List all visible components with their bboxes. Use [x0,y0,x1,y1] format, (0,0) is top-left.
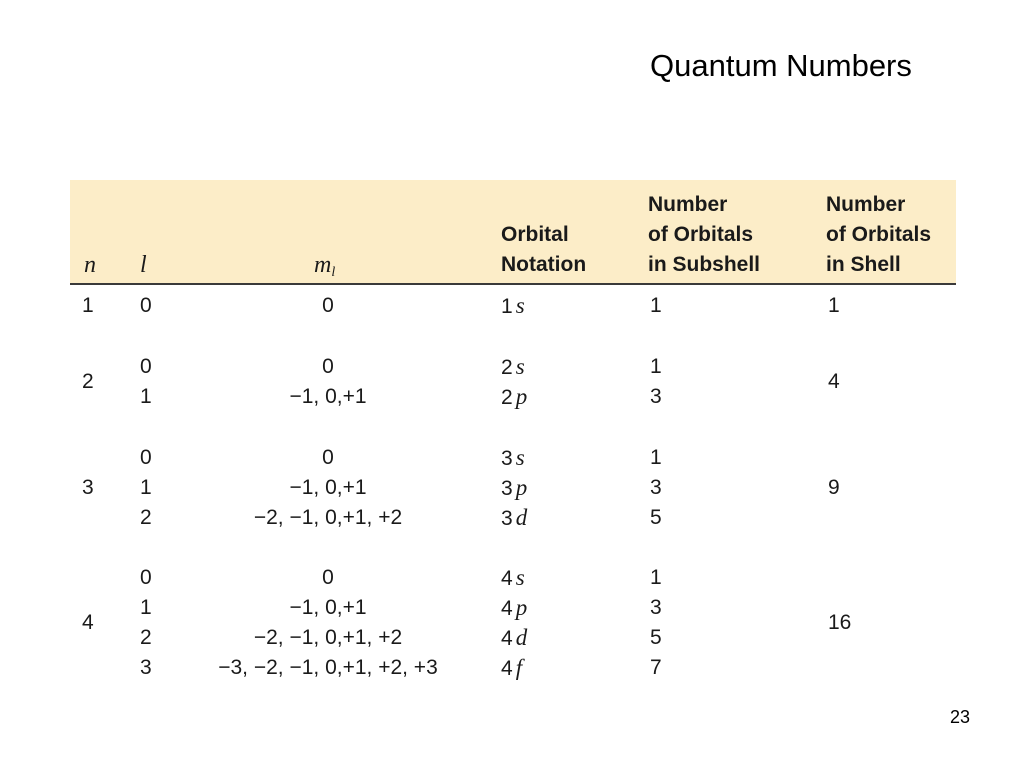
orbital-notation-letter: f [515,655,523,680]
orbital-notation-number: 4 [501,567,513,590]
orbital-notation-number: 4 [501,657,513,680]
ml-values: −1, 0,+1 [289,596,367,619]
l-value: 1 [140,385,152,408]
orbitals-in-subshell-value: 5 [650,506,662,529]
orbitals-in-subshell-value: 5 [650,626,662,649]
orbitals-in-shell-value: 4 [828,370,840,393]
orbital-notation-number: 2 [501,356,513,379]
orbital-notation-number: 4 [501,597,513,620]
orbital-notation [501,563,525,594]
header-divider [70,283,956,285]
orbital-notation-letter: s [515,354,525,379]
orbital-notation-letter: p [515,475,528,500]
shell-n-value: 1 [82,294,94,317]
orbital-notation-number: 3 [501,447,513,470]
header-ml [314,250,335,288]
orbital-notation-number: 3 [501,507,513,530]
header-n: n [84,252,96,278]
l-value: 0 [140,446,152,469]
orbital-notation [501,382,527,413]
ml-values: −3, −2, −1, 0,+1, +2, +3 [218,656,438,679]
shell-n-value: 3 [82,476,94,499]
l-value: 2 [140,506,152,529]
l-value: 1 [140,596,152,619]
orbital-notation-letter: s [515,293,525,318]
orbital-notation [501,623,527,654]
orbital-notation [501,653,522,684]
orbitals-in-subshell-value: 3 [650,596,662,619]
orbitals-in-subshell-value: 1 [650,566,662,589]
orbitals-in-shell-value: 1 [828,294,840,317]
l-value: 0 [140,355,152,378]
orbital-notation-letter: p [515,595,528,620]
orbitals-in-subshell-value: 3 [650,385,662,408]
orbital-notation-letter: d [515,625,528,650]
header-ml-base: m [314,252,332,278]
page-number: 23 [949,707,970,727]
orbital-notation-letter: p [515,384,528,409]
orbital-notation-number: 4 [501,627,513,650]
orbital-notation-number: 2 [501,386,513,409]
shell-n-value: 4 [82,611,94,634]
header-orbital-notation: Orbital Notation [501,223,587,276]
header-l: l [140,252,147,278]
l-value: 0 [140,566,152,589]
orbital-notation [501,473,527,504]
orbital-notation-letter: d [515,505,528,530]
header-orbitals-in-shell: Number of Orbitals in Shell [826,193,932,276]
orbital-notation [501,443,525,474]
slide-title: Quantum Numbers [650,48,912,83]
l-value: 3 [140,656,152,679]
ml-values: −1, 0,+1 [289,385,367,408]
quantum-numbers-table [70,180,956,690]
l-value: 2 [140,626,152,649]
orbital-notation-letter: s [515,445,525,470]
orbitals-in-subshell-value: 1 [650,355,662,378]
ml-values: −1, 0,+1 [289,476,367,499]
orbitals-in-subshell-value: 7 [650,656,662,679]
ml-values: 0 [322,294,334,317]
orbital-notation-letter: s [515,565,525,590]
orbital-notation-number: 1 [501,295,513,318]
orbital-notation-number: 3 [501,477,513,500]
orbitals-in-subshell-value: 1 [650,294,662,317]
orbitals-in-subshell-value: 3 [650,476,662,499]
header-ml-subscript: l [331,265,336,280]
header-orbitals-in-subshell: Number of Orbitals in Subshell [648,193,761,276]
orbital-notation [501,291,525,322]
orbital-notation [501,352,525,383]
orbitals-in-subshell-value: 1 [650,446,662,469]
l-value: 1 [140,476,152,499]
ml-values: 0 [322,566,334,589]
ml-values: 0 [322,446,334,469]
orbitals-in-shell-value: 16 [828,611,852,634]
ml-values: −2, −1, 0,+1, +2 [253,506,403,529]
ml-values: 0 [322,355,334,378]
shell-n-value: 2 [82,370,94,393]
ml-values: −2, −1, 0,+1, +2 [253,626,403,649]
orbitals-in-shell-value: 9 [828,476,840,499]
orbital-notation [501,593,527,624]
orbital-notation [501,503,527,534]
l-value: 0 [140,294,152,317]
